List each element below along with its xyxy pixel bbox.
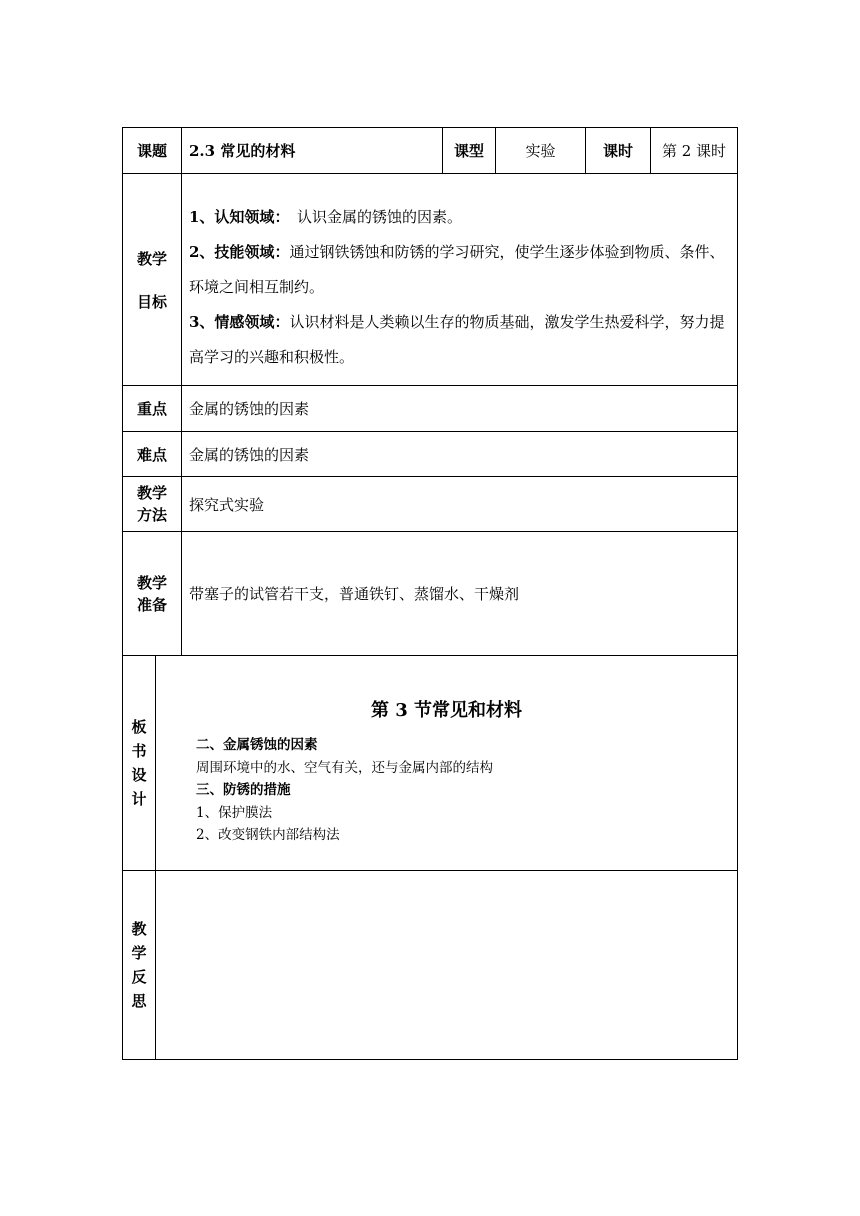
objectives-content (189, 200, 734, 375)
method-value: 探究式实验 (189, 495, 265, 514)
board-label-char-4: 计 (131, 790, 147, 808)
board-title: 第 3 节常见和材料 (370, 700, 523, 721)
method-label-line2: 方法 (136, 506, 167, 524)
objective-item-2-text: 通过钢铁锈蚀和防锈的学习研究，使学生逐步体验到物质、条件、环境之间相互制约。 (189, 243, 725, 296)
reflection-value (156, 871, 737, 1059)
board-label-char-1: 板 (131, 718, 147, 736)
board-outline (196, 734, 716, 847)
reflection-label-char-2: 学 (131, 944, 147, 962)
difficulty-label: 难点 (136, 445, 167, 464)
period-value: 第 2 课时 (661, 142, 727, 160)
objectives-label-line1: 教学 (136, 249, 167, 268)
board-label (123, 656, 155, 870)
key-point-value: 金属的锈蚀的因素 (189, 400, 310, 418)
title-value: 2.3 常见的材料 (189, 142, 296, 160)
board-line-1: 周围环境中的水、空气有关，还与金属内部的结构 (196, 759, 493, 776)
board-line-3: 2、改变钢铁内部结构法 (196, 827, 340, 843)
method-label-line1: 教学 (136, 484, 167, 502)
reflection-label-char-4: 思 (131, 992, 147, 1010)
preparation-label (123, 532, 181, 655)
objectives-label (123, 174, 181, 385)
board-line-2: 1、保护膜法 (196, 804, 273, 821)
objective-item-3 (189, 305, 734, 375)
objective-item-2 (189, 235, 734, 305)
title-label: 课题 (136, 142, 167, 160)
type-label: 课型 (453, 142, 484, 160)
objective-item-1-title: 1、认知领域： (189, 208, 282, 226)
board-label-char-2: 书 (131, 742, 147, 760)
preparation-label-line1: 教学 (136, 573, 167, 592)
method-label (123, 477, 181, 531)
preparation-value: 带塞子的试管若干支，普通铁钉、蒸馏水、干燥剂 (189, 585, 520, 603)
preparation-label-line2: 准备 (136, 595, 167, 614)
board-label-char-3: 设 (131, 766, 147, 784)
reflection-label-char-1: 教 (131, 920, 147, 938)
objective-item-1-text: 认识金属的锈蚀的因素。 (281, 208, 462, 226)
key-point-label: 重点 (136, 400, 167, 418)
difficulty-value: 金属的锈蚀的因素 (189, 445, 310, 464)
board-content (156, 656, 737, 870)
board-heading-1: 二、金属锈蚀的因素 (196, 737, 318, 753)
objective-item-1 (189, 200, 734, 235)
period-label: 课时 (602, 142, 633, 160)
reflection-label (123, 871, 155, 1059)
type-value: 实验 (525, 142, 556, 160)
objective-item-3-title: 3、情感领域： (189, 313, 290, 331)
objectives-label-line2: 目标 (136, 292, 167, 311)
reflection-label-char-3: 反 (131, 968, 147, 986)
board-heading-2: 三、防锈的措施 (196, 782, 291, 798)
objective-item-2-title: 2、技能领域： (189, 243, 290, 261)
objective-item-3-text: 认识材料是人类赖以生存的物质基础，激发学生热爱科学，努力提高学习的兴趣和积极性。 (189, 313, 725, 366)
